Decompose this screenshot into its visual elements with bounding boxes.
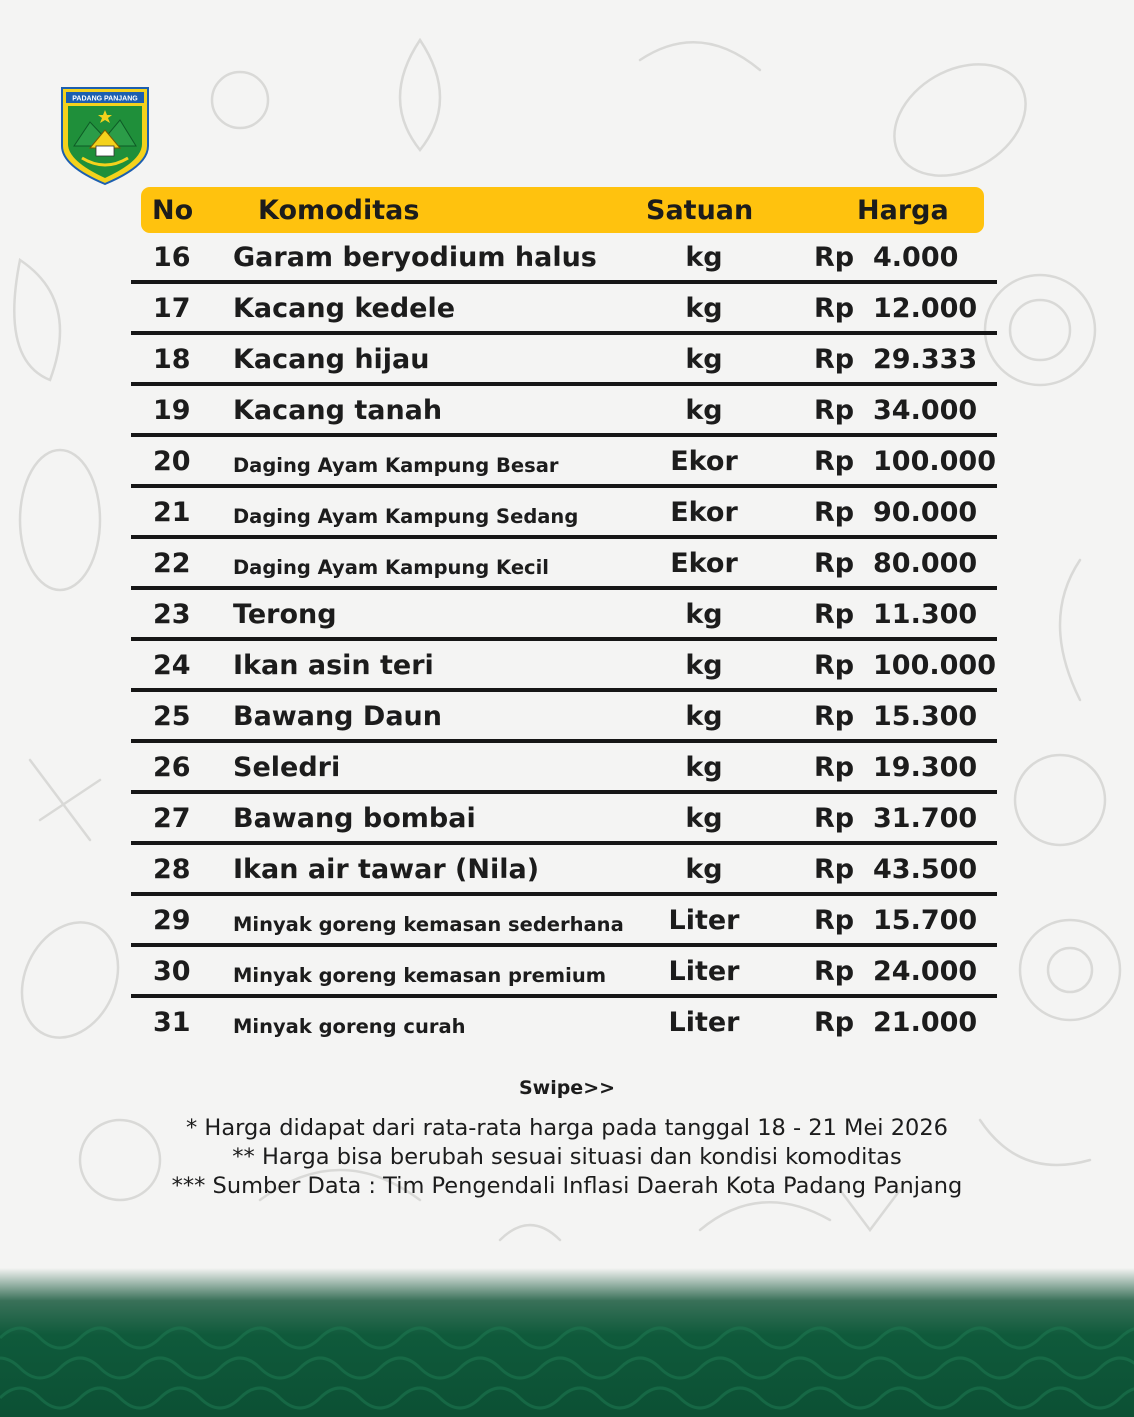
row-no: 20 xyxy=(153,446,191,477)
row-price: 31.700 xyxy=(873,803,978,834)
row-unit: Liter xyxy=(668,905,740,936)
row-commodity: Terong xyxy=(233,599,337,630)
row-price: 90.000 xyxy=(873,497,978,528)
table-row xyxy=(131,437,997,488)
row-commodity: Bawang bombai xyxy=(233,803,476,834)
table-row xyxy=(131,896,997,947)
svg-text:PADANG PANJANG: PADANG PANJANG xyxy=(72,95,138,103)
row-unit: kg xyxy=(685,854,723,885)
row-price: 29.333 xyxy=(873,344,978,375)
row-price: 43.500 xyxy=(873,854,978,885)
table-row xyxy=(131,743,997,794)
row-no: 31 xyxy=(153,1007,191,1038)
table-row xyxy=(131,845,997,896)
row-no: 18 xyxy=(153,344,191,375)
table-row xyxy=(131,233,997,284)
row-price: 21.000 xyxy=(873,1007,978,1038)
row-unit: kg xyxy=(685,803,723,834)
table-row xyxy=(131,539,997,590)
row-unit: kg xyxy=(685,395,723,426)
row-commodity: Minyak goreng curah xyxy=(233,1015,466,1038)
row-currency: Rp xyxy=(814,344,855,375)
row-price: 80.000 xyxy=(873,548,978,579)
row-no: 21 xyxy=(153,497,191,528)
commodity-price-table xyxy=(131,187,997,1049)
row-commodity: Ikan asin teri xyxy=(233,650,434,681)
row-unit: Ekor xyxy=(670,548,738,579)
table-row xyxy=(131,284,997,335)
header-harga: Harga xyxy=(857,195,949,226)
footnotes xyxy=(0,1114,1134,1201)
row-commodity: Daging Ayam Kampung Sedang xyxy=(233,505,579,528)
row-currency: Rp xyxy=(814,1007,855,1038)
row-currency: Rp xyxy=(814,548,855,579)
row-no: 19 xyxy=(153,395,191,426)
table-row xyxy=(131,386,997,437)
row-commodity: Kacang tanah xyxy=(233,395,443,426)
row-commodity: Daging Ayam Kampung Kecil xyxy=(233,556,549,579)
row-unit: Ekor xyxy=(670,446,738,477)
row-price: 19.300 xyxy=(873,752,978,783)
row-commodity: Ikan air tawar (Nila) xyxy=(233,854,540,885)
row-price: 4.000 xyxy=(873,242,959,273)
row-unit: kg xyxy=(685,242,723,273)
table-row xyxy=(131,794,997,845)
header-satuan: Satuan xyxy=(646,195,754,226)
row-no: 23 xyxy=(153,599,191,630)
row-commodity: Daging Ayam Kampung Besar xyxy=(233,454,559,477)
row-unit: kg xyxy=(685,650,723,681)
row-currency: Rp xyxy=(814,395,855,426)
row-price: 34.000 xyxy=(873,395,978,426)
row-currency: Rp xyxy=(814,956,855,987)
row-commodity: Seledri xyxy=(233,752,341,783)
row-no: 27 xyxy=(153,803,191,834)
row-unit: Ekor xyxy=(670,497,738,528)
row-currency: Rp xyxy=(814,446,855,477)
row-price: 15.700 xyxy=(873,905,978,936)
row-no: 25 xyxy=(153,701,191,732)
row-unit: kg xyxy=(685,344,723,375)
row-currency: Rp xyxy=(814,599,855,630)
row-commodity: Minyak goreng kemasan premium xyxy=(233,964,607,987)
row-unit: Liter xyxy=(668,1007,740,1038)
table-row xyxy=(131,998,997,1049)
row-price: 24.000 xyxy=(873,956,978,987)
table-row xyxy=(131,692,997,743)
row-commodity: Garam beryodium halus xyxy=(233,242,597,273)
row-commodity: Kacang kedele xyxy=(233,293,456,324)
table-row xyxy=(131,335,997,386)
row-no: 30 xyxy=(153,956,191,987)
row-currency: Rp xyxy=(814,905,855,936)
footnote-2: ** Harga bisa berubah sesuai situasi dan kondisi komoditas xyxy=(232,1144,902,1170)
table-row xyxy=(131,488,997,539)
header-komoditas: Komoditas xyxy=(258,195,420,226)
row-no: 17 xyxy=(153,293,191,324)
row-unit: kg xyxy=(685,599,723,630)
row-currency: Rp xyxy=(814,854,855,885)
row-no: 26 xyxy=(153,752,191,783)
row-currency: Rp xyxy=(814,752,855,783)
table-row xyxy=(131,590,997,641)
row-currency: Rp xyxy=(814,242,855,273)
row-unit: Liter xyxy=(668,956,740,987)
row-currency: Rp xyxy=(814,650,855,681)
row-unit: kg xyxy=(685,752,723,783)
swipe-hint: Swipe>> xyxy=(518,1077,616,1099)
row-unit: kg xyxy=(685,293,723,324)
footnote-3: *** Sumber Data : Tim Pengendali Inflasi Daerah Kota Padang Panjang xyxy=(171,1173,963,1199)
row-currency: Rp xyxy=(814,701,855,732)
row-no: 16 xyxy=(153,242,191,273)
row-currency: Rp xyxy=(814,293,855,324)
row-price: 15.300 xyxy=(873,701,978,732)
row-commodity: Kacang hijau xyxy=(233,344,430,375)
row-price: 11.300 xyxy=(873,599,978,630)
row-commodity: Bawang Daun xyxy=(233,701,442,732)
row-currency: Rp xyxy=(814,803,855,834)
row-commodity: Minyak goreng kemasan sederhana xyxy=(233,913,624,936)
row-no: 24 xyxy=(153,650,191,681)
row-price: 100.000 xyxy=(873,446,996,477)
row-currency: Rp xyxy=(814,497,855,528)
table-header xyxy=(141,187,984,233)
row-price: 100.000 xyxy=(873,650,996,681)
footer-pattern-band xyxy=(0,1268,1134,1417)
row-no: 28 xyxy=(153,854,191,885)
row-no: 22 xyxy=(153,548,191,579)
table-row xyxy=(131,947,997,998)
padang-panjang-logo xyxy=(60,86,150,186)
footnote-1: * Harga didapat dari rata-rata harga pada tanggal 18 - 21 Mei 2026 xyxy=(186,1115,948,1141)
table-row xyxy=(131,641,997,692)
row-no: 29 xyxy=(153,905,191,936)
table-body xyxy=(131,233,997,1049)
header-no: No xyxy=(152,195,194,226)
row-unit: kg xyxy=(685,701,723,732)
row-price: 12.000 xyxy=(873,293,978,324)
